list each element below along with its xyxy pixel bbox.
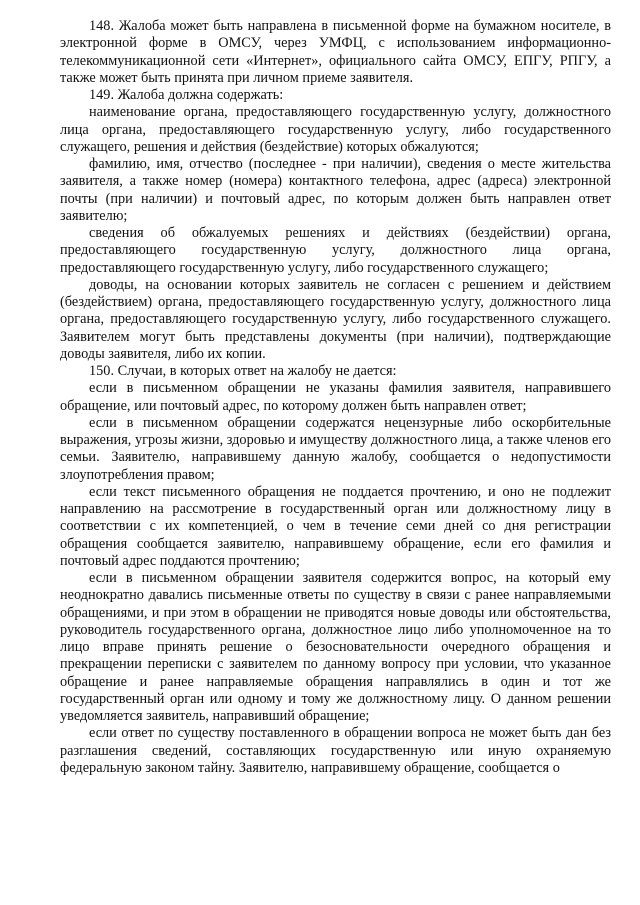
list-item-arguments: доводы, на основании которых заявитель не согласен с решением и действием (бездействием) органа, предоставляющего государственную услугу, должностного лица органа, предоставляющего государственную услугу, либо государственного служащего. Заявителем могут быть представлены документы (при наличии), подтверждающие доводы заявителя, либо их копии.	[60, 276, 611, 362]
paragraph-149-complaint-contents: 149. Жалоба должна содержать:	[89, 87, 284, 103]
list-item-unreadable-text: если текст письменного обращения не поддается прочтению, и оно не подлежит направлению на рассмотрение в государственный орган или должностному лицу в соответствии с их компетенцией, о чем в течение семи дней со дня регистрации обращения сообщается заявителю, направившему обращение, если его фамилия и почтовый адрес поддаются прочтению;	[60, 483, 611, 569]
list-item-applicant-details: фамилию, имя, отчество (последнее - при наличии), сведения о месте жительства заявителя, а также номер (номера) контактного телефона, адрес (адреса) электронной почты (при наличии) и почтовый адрес, по которым должен быть направлен ответ заявителю;	[60, 156, 611, 224]
list-item-state-secret: если ответ по существу поставленного в обращении вопроса не может быть дан без разглашения сведений, составляющих государственную или иную охраняемую федеральную законом тайну. Заявителю, направившему обращение, сообщается о	[60, 725, 611, 776]
list-item-body-name: наименование органа, предоставляющего государственную услугу, должностного лица органа, предоставляющего государственную услугу, либо государственного служащего, решения и действия (бездействие) которых обжалуются;	[60, 104, 611, 155]
paragraph-150-no-response-cases: 150. Случаи, в которых ответ на жалобу не дается:	[89, 363, 397, 379]
document-page	[60, 18, 611, 777]
list-item-no-name-or-address: если в письменном обращении не указаны фамилия заявителя, направившего обращение, или почтовый адрес, по которому должен быть направлен ответ;	[60, 380, 611, 414]
list-item-obscene-language: если в письменном обращении содержатся нецензурные либо оскорбительные выражения, угрозы жизни, здоровью и имуществу должностного лица, а также членов его семьи. Заявителю, направившему данную жалобу, сообщается о недопустимости злоупотребления правом;	[60, 414, 611, 483]
list-item-repeated-question: если в письменном обращении заявителя содержится вопрос, на который ему неоднократно давались письменные ответы по существу в связи с ранее направляемыми обращениями, и при этом в обращении не приводятся новые доводы или обстоятельства, руководитель государственного органа, должностное лицо либо уполномоченное на то лицо вправе принять решение о безосновательности очередного обращения и прекращении переписки с заявителем по данному вопросу при условии, что указанное обращение и ранее направляемые обращения направлялись в один и тот же государственный орган или одному и тому же должностному лицу. О данном решении уведомляется заявитель, направивший обращение;	[60, 570, 611, 724]
paragraph-148-complaint-form: 148. Жалоба может быть направлена в письменной форме на бумажном носителе, в электронной форме в ОМСУ, через УМФЦ, с использованием информационно-телекоммуникационной сети «Интернет», официального сайта ОМСУ, ЕПГУ, РПГУ, а также может быть принята при личном приеме заявителя.	[60, 18, 611, 86]
list-item-appealed-decisions: сведения об обжалуемых решениях и действиях (бездействии) органа, предоставляющего государственную услугу, должностного лица органа, предоставляющего государственную услугу, либо государственного служащего;	[60, 225, 611, 276]
